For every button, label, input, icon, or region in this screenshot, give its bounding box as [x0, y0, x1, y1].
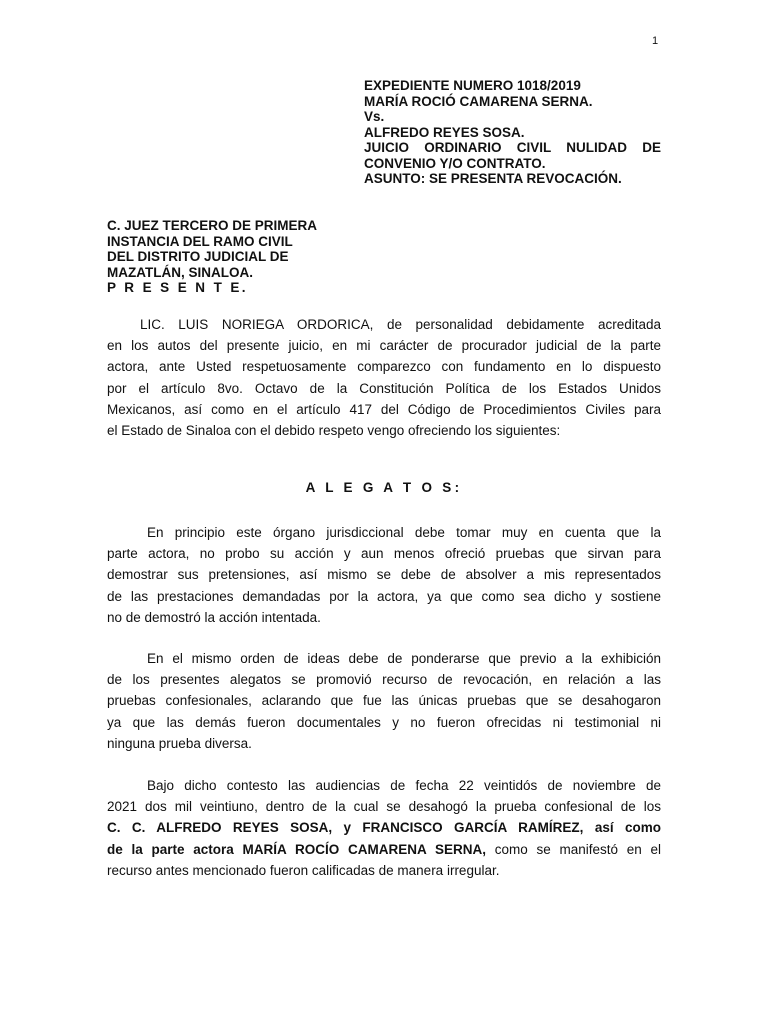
paragraph-line: en los autos del presente juicio, en mi carácter de procurador judicial de la parte [107, 338, 661, 354]
paragraph-line [107, 817, 661, 838]
addressee-closing: P R E S E N T E. [107, 280, 248, 295]
paragraph-line: En principio este órgano jurisdiccional debe tomar muy en cuenta que la [147, 525, 661, 540]
paragraph-line: ninguna prueba diversa. [107, 735, 252, 751]
paragraph-line: Mexicanos, así como en el artículo 417 del Código de Procedimientos Civiles para [107, 401, 661, 417]
case-type-line-2: CONVENIO Y/O CONTRATO. [364, 155, 546, 171]
paragraph-line: ya que las demás fueron documentales y no fueron ofrecidas ni testimonial ni [107, 714, 661, 730]
section-heading: A L E G A T O S: [305, 480, 463, 495]
paragraph-line: parte actora, no probo su acción y aun menos ofreció pruebas que sirvan para [107, 546, 661, 562]
argument-paragraph-2 [107, 648, 661, 754]
paragraph-line: no de demostró la acción intentada. [107, 609, 321, 625]
paragraph-line: por el artículo 8vo. Octavo de la Constitución Política de los Estados Unidos [107, 380, 661, 396]
addressee-line: INSTANCIA DEL RAMO CIVIL [107, 233, 293, 249]
argument-paragraph-1 [107, 522, 661, 628]
paragraph-line: recurso antes mencionado fueron calificadas de manera irregular. [107, 862, 500, 878]
paragraph-line: de las prestaciones demandadas por la actora, ya que como sea dicho y sostiene [107, 588, 661, 604]
page-number: 1 [652, 35, 659, 47]
addressee-block [107, 218, 367, 296]
paragraph-line: LIC. LUIS NORIEGA ORDORICA, de personalidad debidamente acreditada [140, 317, 661, 332]
addressee-line: MAZATLÁN, SINALOA. [107, 264, 253, 280]
plaintiff-name: MARÍA ROCIÓ CAMARENA SERNA. [364, 93, 593, 109]
paragraph-line: actora, ante Usted respetuosamente comparezco con fundamento en lo dispuesto [107, 359, 661, 375]
paragraph-line: de la parte actora MARÍA ROCÍO CAMARENA SERNA, como se manifestó en el [107, 841, 662, 857]
paragraph-line: de los presentes alegatos se promovió recurso de revocación, en relación a las [107, 672, 661, 688]
addressee-line: DEL DISTRITO JUDICIAL DE [107, 249, 289, 264]
addressee-line: C. JUEZ TERCERO DE PRIMERA [107, 218, 318, 233]
paragraph-line: 2021 dos mil veintiuno, dentro de la cual se desahogó la prueba confesional de los [107, 799, 661, 815]
case-type-line-1: JUICIO ORDINARIO CIVIL NULIDAD DE [364, 140, 661, 155]
paragraph-line: pruebas confesionales, aclarando que fue las únicas pruebas que se desahogaron [107, 693, 661, 709]
argument-paragraph-3 [107, 775, 661, 881]
versus-label: Vs. [364, 109, 385, 124]
defendant-name: ALFREDO REYES SOSA. [364, 124, 525, 140]
case-subject: ASUNTO: SE PRESENTA REVOCACIÓN. [364, 171, 622, 186]
intro-paragraph [107, 314, 661, 441]
paragraph-line: el Estado de Sinaloa con el debido respeto vengo ofreciendo los siguientes: [107, 423, 561, 439]
paragraph-line: Bajo dicho contesto las audiencias de fecha 22 veintidós de noviembre de [147, 778, 661, 793]
plaintiff-name-bold: de la parte actora MARÍA ROCÍO CAMARENA SERNA, [107, 841, 486, 857]
paragraph-line: En el mismo orden de ideas debe de ponderarse que previo a la exhibición [147, 651, 661, 666]
deponents-names: C. C. ALFREDO REYES SOSA, y FRANCISCO GARCÍA RAMÍREZ, así como [107, 820, 661, 836]
case-header [364, 78, 661, 187]
case-file-number: EXPEDIENTE NUMERO 1018/2019 [364, 78, 581, 93]
paragraph-line: demostrar sus pretensiones, así mismo se debe de absolver a mis representados [107, 567, 661, 583]
